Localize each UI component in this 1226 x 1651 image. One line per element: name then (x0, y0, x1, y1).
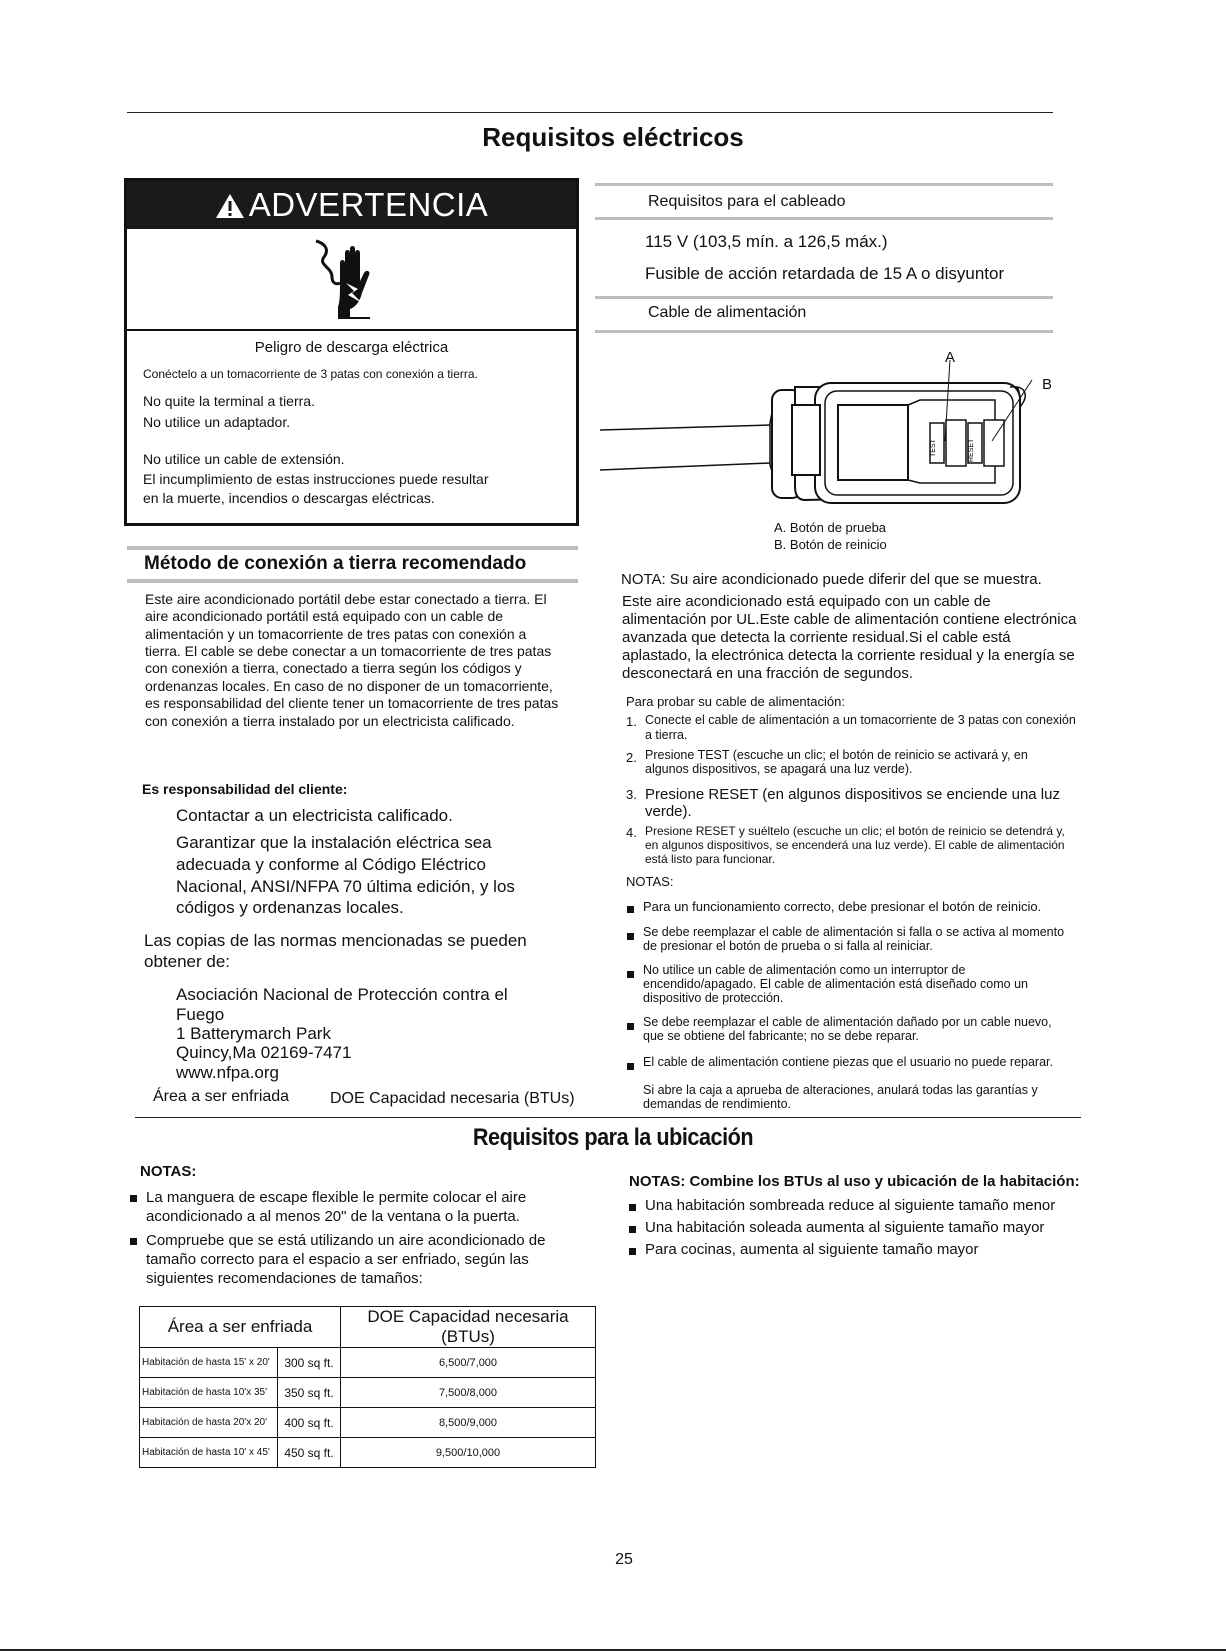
table-row (140, 1438, 596, 1468)
wiring-heading: Requisitos para el cableado (648, 193, 846, 210)
btu-cell: 8,500/9,000 (341, 1408, 596, 1438)
fuse-spec: Fusible de acción retardada de 15 A o disyuntor (645, 264, 1005, 283)
cord-note: Se debe reemplazar el cable de alimentación si falla o se activa al momento de presionar el botón de prueba o si falla al reiniciar. (643, 926, 1073, 954)
copies-text: Las copias de las normas mencionadas se pueden obtener de: (144, 931, 527, 972)
address-link[interactable]: www.nfpa.org (176, 1063, 279, 1082)
power-cord-diagram (600, 345, 1060, 525)
step-number: 3. (626, 787, 637, 802)
btu-cell: 7,500/8,000 (341, 1378, 596, 1408)
hazard-title: Peligro de descarga eléctrica (254, 339, 449, 356)
area-cell: 450 sq ft. (278, 1438, 341, 1468)
room-cell: Habitación de hasta 15' x 20' (140, 1348, 278, 1378)
location-note: La manguera de escape flexible le permite colocar el aire acondicionado a al menos 20" de la ventana o la puerta. (146, 1188, 566, 1226)
grounding-rule-top (127, 546, 578, 550)
area-cell: 400 sq ft. (278, 1408, 341, 1438)
warning-box (124, 178, 579, 526)
legend-item: A. Botón de prueba (774, 520, 887, 535)
test-step: Presione TEST (escuche un clic; el botón de reinicio se activará y, en algunos dispositivos, se apagará una luz verde). (645, 748, 1028, 776)
address-line: Asociación Nacional de Protección contra el (176, 985, 508, 1004)
warning-line: El incumplimiento de estas instrucciones puede resultar (143, 471, 489, 487)
cord-heading: Cable de alimentación (648, 304, 807, 321)
address-line: Quincy,Ma 02169-7471 (176, 1043, 352, 1062)
cord-note: Si abre la caja a aprueba de alteraciones, anulará todas las garantías y demandas de rendimiento. (643, 1083, 1038, 1111)
area-cell: 350 sq ft. (278, 1378, 341, 1408)
test-intro: Para probar su cable de alimentación: (626, 694, 845, 709)
table-row (140, 1408, 596, 1438)
step-number: 4. (626, 825, 637, 840)
warning-line: No utilice un cable de extensión. (143, 451, 345, 467)
cord-rule (595, 296, 1053, 299)
voltage-spec: 115 V (103,5 mín. a 126,5 máx.) (645, 232, 888, 251)
legend-item: B. Botón de reinicio (774, 537, 887, 552)
top-rule (127, 112, 1053, 113)
room-cell: Habitación de hasta 20'x 20' (140, 1408, 278, 1438)
test-step: Presione RESET (en algunos dispositivos se enciende una luz verde). (645, 786, 1060, 820)
step-number: 1. (626, 714, 637, 729)
warning-triangle-icon (215, 193, 245, 219)
location-title: Requisitos para la ubicación (472, 1124, 754, 1151)
electric-shock-hand-icon (310, 237, 390, 319)
warning-line: Conéctelo a un tomacorriente de 3 patas con conexión a tierra. (143, 367, 478, 381)
room-cell: Habitación de hasta 10' x 45' (140, 1438, 278, 1468)
btu-cell: 6,500/7,000 (341, 1348, 596, 1378)
area-cell: 300 sq ft. (278, 1348, 341, 1378)
cord-nota: NOTA: Su aire acondicionado puede diferir del que se muestra. (621, 571, 1042, 588)
grounding-heading: Método de conexión a tierra recomendado (144, 553, 527, 574)
test-step: Conecte el cable de alimentación a un tomacorriente de 3 patas con conexión a tierra. (645, 713, 1076, 742)
callout-a: A (945, 349, 956, 366)
area-caption: Área a ser enfriada (153, 1088, 290, 1105)
warning-divider (127, 329, 576, 331)
warning-line: en la muerte, incendios o descargas eléctricas. (143, 490, 435, 506)
address-line: Fuego (176, 1005, 225, 1024)
btu-note: Una habitación soleada aumenta al siguiente tamaño mayor (645, 1219, 1105, 1238)
warning-line: No utilice un adaptador. (143, 414, 291, 430)
responsibility-item: Contactar a un electricista calificado. (176, 806, 453, 825)
grounding-rule-bottom (127, 579, 578, 583)
step-number: 2. (626, 750, 637, 765)
wiring-rule (595, 217, 1053, 220)
btu-note: Para cocinas, aumenta al siguiente tamaño mayor (645, 1241, 1105, 1260)
notes-heading: NOTAS: (626, 874, 674, 889)
test-button-label: TEST (930, 439, 937, 457)
table-row (140, 1348, 596, 1378)
btu-notes-heading: NOTAS: Combine los BTUs al uso y ubicación de la habitación: (629, 1173, 1080, 1190)
cord-note: Para un funcionamiento correcto, debe presionar el botón de reinicio. (643, 899, 1083, 915)
table-header: Área a ser enfriada (140, 1307, 341, 1348)
warning-line: No quite la terminal a tierra. (143, 393, 315, 409)
cord-note: El cable de alimentación contiene piezas que el usuario no puede reparar. (643, 1056, 1073, 1070)
cord-description: Este aire acondicionado está equipado con un cable de alimentación por UL.Este cable de alimentación contiene electrónica avanzada que detecta la corriente residual.Si el cable está aplastado, la electrónica detecta la corriente residual y la energía se desconectará en una fracción de segundos. (622, 593, 1077, 682)
btu-note: Una habitación sombreada reduce al siguiente tamaño menor (645, 1197, 1105, 1216)
cord-rule (595, 330, 1053, 333)
warning-header (127, 181, 576, 229)
page-title: Requisitos eléctricos (482, 122, 744, 152)
warning-heading: ADVERTENCIA (248, 186, 489, 223)
page-number: 25 (615, 1551, 633, 1568)
responsibility-heading: Es responsabilidad del cliente: (142, 781, 348, 797)
btu-cell: 9,500/10,000 (341, 1438, 596, 1468)
responsibility-item: Garantizar que la instalación eléctrica sea adecuada y conforme al Código Eléctrico Nacional, ANSI/NFPA 70 última edición, y los códigos y ordenanzas locales. (176, 833, 515, 918)
reset-button-label: RESET (968, 438, 975, 462)
capacity-caption: DOE Capacidad necesaria (BTUs) (330, 1090, 575, 1107)
location-rule (135, 1117, 1081, 1118)
table-header: DOE Capacidad necesaria (BTUs) (341, 1307, 596, 1348)
callout-b: B (1042, 376, 1053, 393)
grounding-body: Este aire acondicionado portátil debe estar conectado a tierra. El aire acondicionado portátil está equipado con un cable de alimentación y un tomacorriente de tres patas con conexión a tierra. El cable se debe conectar a un tomacorriente de tres patas con conexión a tierra, conectado a tierra según los códigos y ordenanzas locales. En caso de no disponer de un tomacorriente, es responsabilidad del cliente tener un tomacorriente de tres patas con conexión a tierra instalado por un electricista calificado. (145, 591, 559, 729)
btu-table (139, 1306, 596, 1468)
address-line: 1 Batterymarch Park (176, 1024, 331, 1043)
location-note: Compruebe que se está utilizando un aire acondicionado de tamaño correcto para el espacio a ser enfriado, según las siguientes recomendaciones de tamaños: (146, 1231, 566, 1288)
room-cell: Habitación de hasta 10'x 35' (140, 1378, 278, 1408)
location-notes-heading: NOTAS: (140, 1163, 197, 1180)
cord-note: No utilice un cable de alimentación como un interruptor de encendido/apagado. El cable de alimentación está diseñado como un dispositivo de protección. (643, 964, 1073, 1005)
test-step: Presione RESET y suéltelo (escuche un clic; el botón de reinicio se detendrá y, en algunos dispositivos, se encenderá una luz verde). El cable de alimentación está listo para funcionar. (645, 824, 1065, 866)
wiring-rule (595, 183, 1053, 186)
table-row (140, 1378, 596, 1408)
cord-note: Se debe reemplazar el cable de alimentación dañado por un cable nuevo, que se obtiene del fabricante; no se debe reparar. (643, 1016, 1073, 1044)
table-header-row (140, 1307, 596, 1348)
